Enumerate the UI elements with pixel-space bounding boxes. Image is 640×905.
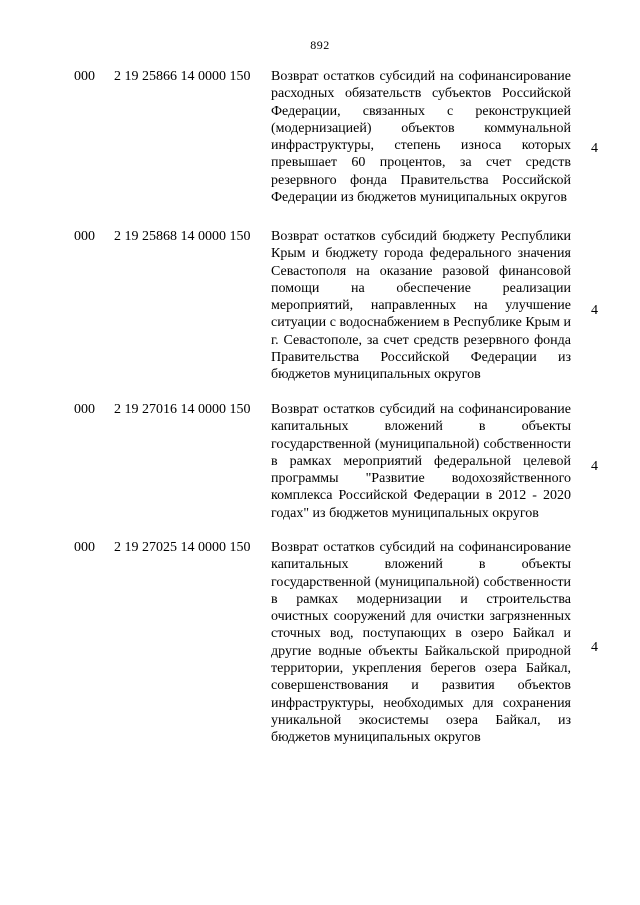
classification-code: 2 19 25868 14 0000 150 xyxy=(114,229,251,244)
admin-code: 000 xyxy=(74,540,95,555)
distribution-norm: 4 xyxy=(591,303,598,318)
classification-code: 2 19 27016 14 0000 150 xyxy=(114,402,251,417)
code-description: Возврат остатков субсидий на софинансирование капитальных вложений в объекты государственной (муниципальной) собственности в рамках модернизации и строительства очистных сооружений для очистки загрязненных сточных вод, поступающих в озеро Байкал и другие водные объекты Байкальской природной территории, укрепления берегов озера Байкал, совершенствования и развития объектов инфраструктуры, необходимых для сохранения уникальной экосистемы озера Байкал, из бюджетов муниципальных округов xyxy=(271,540,571,746)
page-number: 892 xyxy=(310,38,330,52)
classification-code: 2 19 25866 14 0000 150 xyxy=(114,69,251,84)
classification-code: 2 19 27025 14 0000 150 xyxy=(114,540,251,555)
admin-code: 000 xyxy=(74,69,95,84)
admin-code: 000 xyxy=(74,229,95,244)
code-description: Возврат остатков субсидий бюджету Республики Крым и бюджету города федерального значения Севастополя на оказание разовой финансовой помощи на обеспечение реализации мероприятий, направленных на улучшение ситуации с водоснабжением в Республике Крым и г. Севастополе, за счет средств резервного фонда Правительства Российской Федерации из бюджетов муниципальных округов xyxy=(271,229,571,383)
code-description: Возврат остатков субсидий на софинансирование капитальных вложений в объекты государственной (муниципальной) собственности в рамках мероприятий федеральной целевой программы "Развитие водохозяйственного комплекса Российской Федерации в 2012 - 2020 годах" из бюджетов муниципальных округов xyxy=(271,402,571,521)
distribution-norm: 4 xyxy=(591,141,598,156)
admin-code: 000 xyxy=(74,402,95,417)
distribution-norm: 4 xyxy=(591,459,598,474)
distribution-norm: 4 xyxy=(591,640,598,655)
code-description: Возврат остатков субсидий на софинансирование расходных обязательств субъектов Российской Федерации, связанных с реконструкцией (модернизацией) объектов коммунальной инфраструктуры, степень износа которых превышает 60 процентов, за счет средств резервного фонда Правительства Российской Федерации из бюджетов муниципальных округов xyxy=(271,69,571,206)
